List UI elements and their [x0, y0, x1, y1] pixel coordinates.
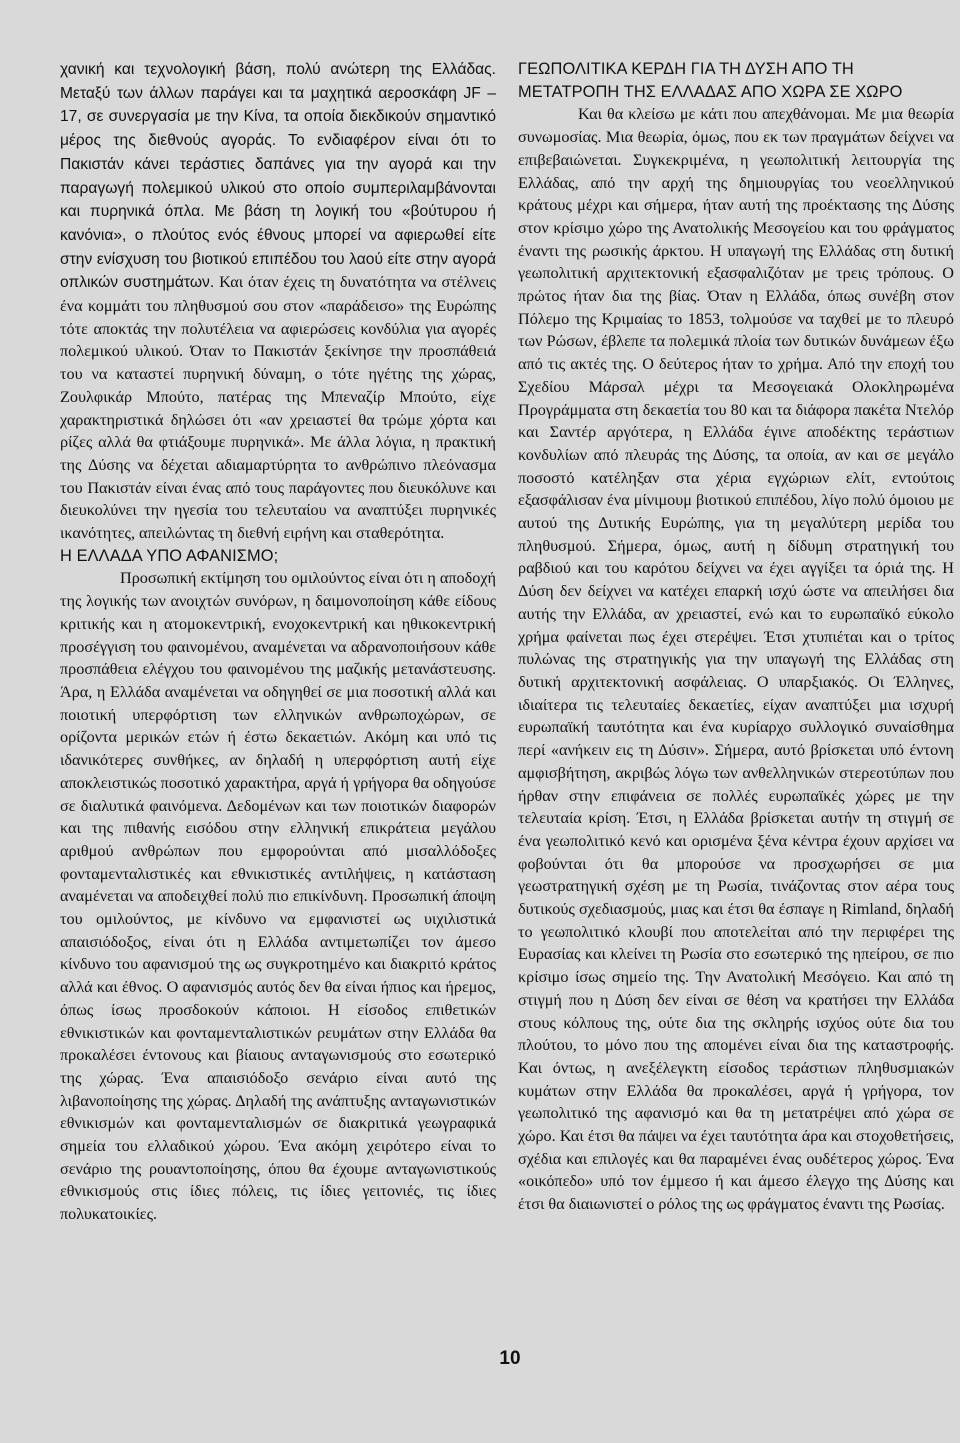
right-section-heading: ΓΕΩΠΟΛΙΤΙΚΑ ΚΕΡΔΗ ΓΙΑ ΤΗ ΔΥΣΗ ΑΠΟ ΤΗ ΜΕΤΑΤΡΟΠΗ ΤΗΣ ΕΛΛΑΔΑΣ ΑΠΟ ΧΩΡΑ ΣΕ ΧΩΡΟ	[518, 60, 903, 101]
left-paragraph-1-serif-text: Και όταν έχεις τη δυνατότητα να στέλνεις ένα κομμάτι του πληθυσμού σου στον «παράδεισο» της Ευρώπης τότε αποκτάς την πολυτέλεια να αφιερώσεις κονδύλια για αγορές πολεμικού υλικού. Όταν το Πακιστάν ξεκίνησε την προσπάθειά του να καταστεί πυρηνική δύναμη, ο τότε ηγέτης της χώρας, Ζουλφικάρ Μπούτο, πατέρας της Μπεναζίρ Μπούτο, είχε χαρακτηριστικά δηλώσει ότι «αν χρειαστεί θα τρώμε χόρτα και ρίζες αλλά θα φτιάξουμε πυρηνικά». Με άλλα λόγια, η πρακτική της Δύσης να δέχεται αδιαμαρτύρητα το ανθρώπινο πλεόνασμα του Πακιστάν είναι ένας από τους παράγοντες που διευκόλυνε και διευκολύνει την ηγεσία του τελευταίου να αναπτύξει πυρηνικές ικανότητες, απειλώντας τη διεθνή ειρήνη και σταθερότητα.	[60, 273, 497, 543]
left-paragraph-1	[60, 58, 496, 545]
left-section-heading: Η ΕΛΛΑΔΑ ΥΠΟ ΑΦΑΝΙΣΜΟ;	[60, 546, 279, 565]
right-paragraph-1: Και θα κλείσω με κάτι που απεχθάνομαι. Με μια θεωρία συνωμοσίας. Μια θεωρία, όμως, που εκ των πραγμάτων δείχνει να επιβεβαιώνεται. Συγκεκριμένα, η γεωπολιτική λειτουργία της Ελλάδας, από την αρχή της δημιουργίας του νεοελληνικού κράτους μέχρι και σήμερα, ήταν αυτή της προέκτασης της Δύσης στον κρίσιμο χώρο της Ανατολικής Μεσογείου και του φράγματος έναντι της ρωσικής άρκτου. Η υπαγωγή της Ελλάδας στη δυτική γεωπολιτική αρχιτεκτονική εξασφαλιζόταν με τρεις τρόπους. Ο πρώτος ήταν δια της βίας. Όταν η Ελλάδα, όπως συνέβη στον Πόλεμο της Κριμαίας το 1853, τολμούσε να ταχθεί με το πλευρό των Ρώσων, έβλεπε τα πολεμικά πλοία των δυτικών δυνάμεων έξω από τις ακτές της. Ο δεύτερος ήταν το χρήμα. Από την εποχή του Σχεδίου Μάρσαλ μέχρι τα Μεσογειακά Ολοκληρωμένα Προγράμματα στη δεκαετία του 80 και τα διάφορα πακέτα Ντελόρ και Σαντέρ αργότερα, η Ελλάδα έγινε αποδέκτης τεράστιων κονδυλίων από πλευράς της Δύσης, τα οποία, αν και σε μεγάλο ποσοστό κατέληξαν στα χέρια εγχώριων ελίτ, εντούτοις εξασφάλισαν ένα μίνιμουμ βιοτικού επιπέδου, λίγο πολύ όμοιου με αυτού της Δυτικής Ευρώπης, για τη μεγαλύτερη μερίδα του πληθυσμού. Σήμερα, όμως, αυτή η δίδυμη στρατηγική του ραβδιού και του καρότου δείχνει να έχει αγγίξει τα όριά της. Η Δύση δεν δείχνει να κατέχει επαρκή ισχύ ώστε να απειλήσει δια αυτής την Ελλάδα, αν χρειαστεί, ενώ και το ευρωπαϊκό εύκολο χρήμα φαίνεται πως έχει στερέψει. Έτσι χτυπιέται και ο τρίτος πυλώνας της στρατηγικής για την υπαγωγή της Ελλάδας στη δυτική αρχιτεκτονική ασφάλειας. Ο υπαρξιακός. Οι Έλληνες, ιδιαίτερα τις τελευταίες δεκαετίες, είχαν αναπτύξει μια ισχυρή ευρωπαϊκή ταυτότητα και ένα κυρίαρχο συλλογικό συναίσθημα περί «ανήκειν εις τη Δύσιν». Σήμερα, αυτό βρίσκεται υπό έντονη αμφισβήτηση, ακριβώς λόγω των ανθελληνικών στερεοτύπων που ήρθαν στην επιφάνεια σε πολλές ευρωπαϊκές χώρες με την τελευταία κρίση. Έτσι, η Ελλάδα βρίσκεται αυτήν τη στιγμή σε ένα γεωπολιτικό κενό και ορισμένα ξένα κέντρα έχουν αρχίσει να φοβούνται ότι θα μπορούσε να προσχωρήσει σε μια γεωστρατηγική σχέση με τη Ρωσία, τινάζοντας στον αέρα τους δυτικούς σχεδιασμούς, μιας και έτσι θα έσπαγε η Rimland, δηλαδή το γεωπολιτικό κλουβί που αποτελείται από την περιφέρει της Ευρασίας και κλείνει τη Ρωσία στο εσωτερικό της ηπείρου, σε πιο κρίσιμο ίσως σημείο της. Την Ανατολική Μεσόγειο. Και από τη στιγμή που η Δύση δεν είναι σε θέση να κρατήσει την Ελλάδα στους κόλπους της, ούτε δια της σκληρής ισχύος ούτε δια του πλούτου, το μόνο που της απομένει είναι δια της καταστροφής. Και όντως, η ανεξέλεγκτη είσοδος τεράστιων πληθυσμιακών κυμάτων στην Ελλάδα θα προκαλέσει, αργά ή γρήγορα, τον γεωπολιτικό της αφανισμό και θα τη μετατρέψει από χώρα σε χώρο. Και έτσι θα πάψει να έχει ταυτότητα άρα και στοχοθετήσεις, σχέδια και επιλογές και θα παραμένει ένας ουδέτερος χώρος. Ένα «οικόπεδο» υπό τον έμμεσο ή και άμεσο έλεγχο της Δύσης και έτσι θα διαιωνιστεί ο ρόλος της ως φράγματος έναντι της Ρωσίας.	[518, 105, 954, 1214]
page-number: 10	[499, 1348, 521, 1369]
left-column	[60, 58, 496, 1226]
left-paragraph-2: Προσωπική εκτίμηση του ομιλούντος είναι ότι η αποδοχή της λογικής των ανοιχτών συνόρων, η δαιμονοποίηση κάθε είδους κριτικής και η ατομοκεντρική, ενοχοκεντρική και ηθικοκεντρική προσέγγιση του φαινομένου, αναμένεται να αδρανοποιήσουν κάθε προσπάθεια ελέγχου του φαινομένου της μαζικής μετανάστευσης. Άρα, η Ελλάδα αναμένεται να οδηγηθεί σε μια ποσοτική αλλά και ποιοτική υπερφόρτιση των ελληνικών ανθρωποχώρων, σε ορίζοντα μερικών ετών ή έστω δεκαετιών. Ακόμη και υπό τις ιδανικότερες συνθήκες, αν δηλαδή η υπερφόρτιση αυτή είχε αποκλειστικώς ποσοτικό χαρακτήρα, αργά ή γρήγορα θα οδηγούσε σε διαλυτικά φαινόμενα. Δεδομένων και των ποιοτικών διαφορών και της πιθανής εισόδου στην ελληνική επικράτεια μεγάλου αριθμού ανθρώπων που εμφορούνται από μισαλλόδοξες φονταμενταλιστικές και εθνικιστικές αντιλήψεις, η κατάσταση αναμένεται να αποδειχθεί πολύ πιο επικίνδυνη. Προσωπική άποψη του ομιλούντος, με κίνδυνο να εμφανιστεί ως υιχιλιστικά απαισιόδοξος, είναι ότι η Ελλάδα αντιμετωπίζει τον άμεσο κίνδυνο του αφανισμού της ως συγκροτημένο και διακριτό κράτος αλλά και έθνος. Ο αφανισμός αυτός δεν θα είναι ήπιος και ήρεμος, όπως ίσως προσδοκούν κάποιοι. Η είσοδος επιθετικών εθνικιστικών και φονταμενταλιστικών ρευμάτων στην Ελλάδα θα προκαλέσει έντονους και βίαιους ανταγωνισμούς στο εσωτερικό της χώρας. Ένα απαισιόδοξο σενάριο είναι αυτό της λιβανοποίησης της χώρας. Δηλαδή της ανάπτυξης ανταγωνιστικών εθνικισμών και φονταμενταλισμών σε διακριτικά γεωγραφικά σημεία του ελλαδικού χώρου. Ένα ακόμη χειρότερο είναι το σενάριο της ρουαντοποίησης, όπου θα έχουμε ανταγωνιστικούς εθνικισμούς στις ίδιες πόλεις, τις ίδιες γειτονιές, τις ίδιες πολυκατοικίες.	[60, 569, 496, 1224]
left-paragraph-1-sans-text: χανική και τεχνολογική βάση, πολύ ανώτερη της Ελλάδας. Μεταξύ των άλλων παράγει και τα μαχητικά αεροσκάφη JF – 17, σε συνεργασία με την Κίνα, τα οποία διεκδικούν σημαντικό μέρος της διεθνούς αγοράς. Το ενδιαφέρον είναι ότι το Πακιστάν κάνει τεράστιες δαπάνες για την αγορά και την παραγωγή πολεμικού υλικού στο οποίο συμπεριλαμβάνονται και πυρηνικά όπλα. Με βάση τη λογική του «βούτυρου ή κανόνια», ο πλούτος ενός έθνους μπορεί να αφιερωθεί είτε στην ενίσχυση του βιοτικού επιπέδου του λαού είτε στην αγορά οπλικών συστημάτων.	[60, 61, 496, 292]
right-column	[518, 58, 954, 1216]
